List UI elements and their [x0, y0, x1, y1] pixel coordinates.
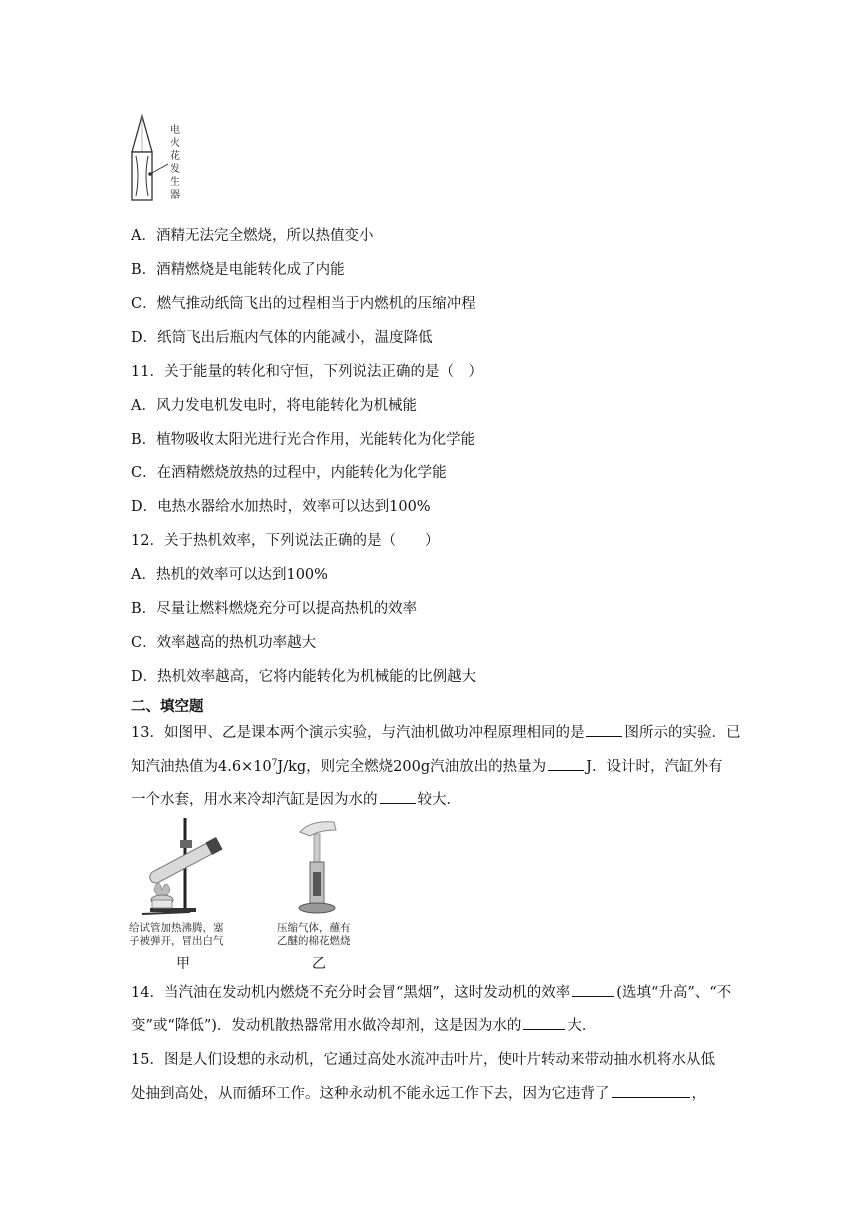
q13-exponent: 7 [271, 758, 278, 769]
q10-option-b: B．酒精燃烧是电能转化成了内能 [131, 262, 345, 278]
q12-stem: 12．关于热机效率，下列说法正确的是（ ） [131, 533, 440, 549]
q13-line-2 [131, 755, 722, 776]
caption-line: 乙醚的棉花燃烧 [277, 935, 351, 947]
q11-option-a: A．风力发电机发电时，将电能转化为机械能 [131, 398, 417, 414]
q14-line-2 [131, 1014, 596, 1035]
figure-jia-test-tube [132, 812, 232, 920]
q14-text: 14．当汽油在发动机内燃烧不充分时会冒“黑烟”，这时发动机的效率 [131, 985, 571, 1002]
q13-text: 一个水套，用水来冷却汽缸是因为水的 [131, 792, 378, 809]
q13-text: 图所示的实验．已 [624, 725, 741, 742]
figure-yi-label: 乙 [312, 956, 326, 972]
spark-generator-label: 电火花发生器 [170, 125, 180, 201]
q10-option-a: A．酒精无法完全燃烧，所以热值变小 [131, 228, 374, 244]
q11-option-b: B．植物吸收太阳光进行光合作用，光能转化为化学能 [131, 432, 476, 448]
figure-yi-caption [277, 922, 351, 948]
q15-text: 处抽到高处，从而循环工作。这种永动机不能永远工作下去，因为它违背了 [131, 1086, 610, 1103]
q11-option-d: D．电热水器给水加热时，效率可以达到100% [131, 499, 431, 515]
caption-line: 子被弹开，冒出白气 [129, 935, 224, 947]
q13-text: J/kg，则完全燃烧200g汽油放出的热量为 [277, 759, 547, 776]
q13-line-1 [131, 721, 740, 742]
q10-option-c: C．燃气推动纸筒飞出的过程相当于内燃机的压缩冲程 [131, 296, 476, 312]
answer-blank[interactable] [548, 755, 584, 771]
spark-generator-figure [124, 112, 174, 208]
figure-yi-compression [290, 812, 350, 920]
q12-option-a: A．热机的效率可以达到100% [131, 567, 328, 583]
q15-text: ， [691, 1086, 706, 1103]
q14-text: 大． [567, 1018, 597, 1035]
answer-blank[interactable] [523, 1014, 565, 1030]
answer-blank[interactable] [586, 721, 622, 737]
q12-option-b: B．尽量让燃料燃烧充分可以提高热机的效率 [131, 601, 418, 617]
q14-text: 变”或“降低”)．发动机散热器常用水做冷却剂，这是因为水的 [131, 1018, 522, 1035]
answer-blank[interactable] [612, 1082, 690, 1098]
q13-text: 较大． [417, 792, 461, 809]
q13-text: 13．如图甲、乙是课本两个演示实验，与汽油机做功冲程原理相同的是 [131, 725, 585, 742]
q14-line-1 [131, 981, 731, 1002]
caption-line: 压缩气体，蘸有 [277, 922, 351, 934]
q15-line-2 [131, 1082, 706, 1103]
q12-option-c: C．效率越高的热机功率越大 [131, 635, 317, 651]
figure-jia-label: 甲 [176, 956, 190, 972]
answer-blank[interactable] [572, 981, 614, 997]
q15-line-1: 15．图是人们设想的永动机，它通过高处水流冲击叶片，使叶片转动来带动抽水机将水从低 [131, 1052, 715, 1068]
q12-option-d: D．热机效率越高，它将内能转化为机械能的比例越大 [131, 669, 477, 685]
caption-line: 给试管加热沸腾，塞 [129, 922, 224, 934]
q10-option-d: D．纸筒飞出后瓶内气体的内能减小，温度降低 [131, 330, 433, 346]
q11-option-c: C．在酒精燃烧放热的过程中，内能转化为化学能 [131, 465, 447, 481]
q14-text: (选填“升高”、“不 [616, 985, 732, 1002]
q13-line-3 [131, 788, 461, 809]
q11-stem: 11．关于能量的转化和守恒，下列说法正确的是（ ） [131, 364, 483, 380]
q13-text: 知汽油热值为4.6×10 [131, 759, 272, 776]
answer-blank[interactable] [380, 788, 416, 804]
figure-jia-caption [129, 922, 224, 948]
section-heading: 二、填空题 [131, 699, 204, 715]
q13-text: J．设计时，汽缸外有 [586, 759, 723, 776]
